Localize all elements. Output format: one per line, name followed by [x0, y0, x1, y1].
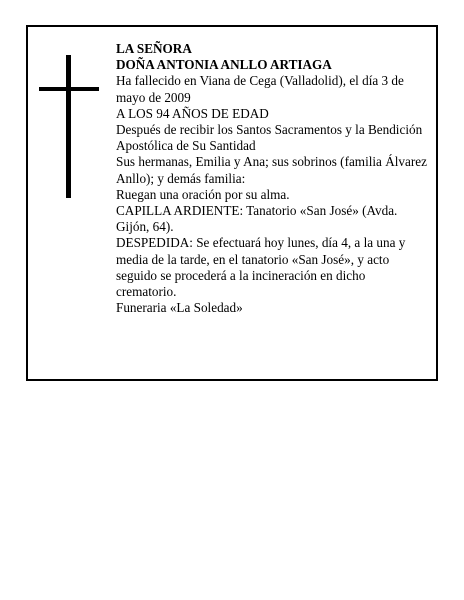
chapel-line: CAPILLA ARDIENTE: Tanatorio «San José» (Avda. Gijón, 64).: [116, 203, 398, 235]
obituary-notice: [26, 25, 438, 381]
cross-horizontal-bar: [39, 87, 99, 91]
prayer-line: Ruegan una oración por su alma.: [116, 186, 290, 202]
notice-text: [116, 41, 428, 316]
notice-title: LA SEÑORA: [116, 41, 192, 56]
sacraments-line: Después de recibir los Santos Sacramentos y la Bendición Apostólica de Su Santidad: [116, 122, 423, 154]
deceased-name: DOÑA ANTONIA ANLLO ARTIAGA: [116, 57, 332, 73]
funeral-home-line: Funeraria «La Soledad»: [116, 300, 243, 316]
death-info: Ha fallecido en Viana de Cega (Valladolid), el día 3 de mayo de 2009: [116, 73, 404, 105]
age-line: A LOS 94 AÑOS DE EDAD: [116, 105, 269, 121]
farewell-line: DESPEDIDA: Se efectuará hoy lunes, día 4, a la una y media de la tarde, en el tanatorio «San José», y acto seguido se procederá a la incineración en dicho crematorio.: [116, 235, 406, 300]
cross-vertical-bar: [66, 55, 71, 198]
family-line: Sus hermanas, Emilia y Ana; sus sobrinos (familia Álvarez Anllo); y demás familia:: [116, 154, 427, 186]
